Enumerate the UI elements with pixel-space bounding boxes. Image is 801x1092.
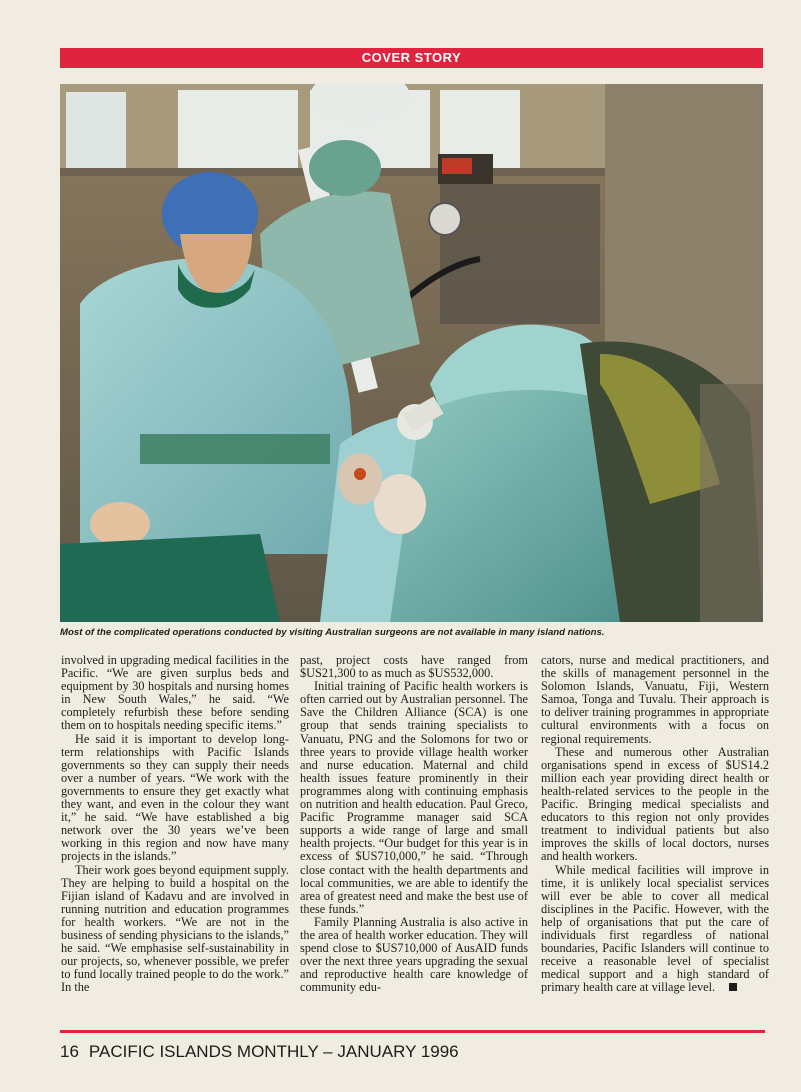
surgery-photo-illustration	[60, 84, 763, 622]
page-number: 16	[60, 1042, 79, 1061]
paragraph: Family Planning Australia is also active in the area of health worker education. They will spend close to $US710,000 of AusAID funds over the next three years upgrading the sexual and reproductive health care knowledge of community edu-	[300, 914, 528, 995]
paragraph-text: While medical facilities will improve in time, it is unlikely local specialist services will ever be able to cover all medical disciplines in the Pacific. However, with the help of organisations that put the care of individuals first regardless of national boundaries, Pacific Islanders will continue to receive a reasonable level of specialist medical support and a high standard of primary health care at village level.	[541, 862, 769, 995]
end-of-article-mark	[729, 983, 737, 991]
article-column-1	[61, 654, 289, 994]
publication-name: PACIFIC ISLANDS MONTHLY – JANUARY 1996	[88, 1042, 459, 1061]
cover-photo-operating-room	[60, 84, 763, 622]
paragraph: These and numerous other Australian organisations spend in excess of $US14.2 million each year providing direct health or health-related services to the people in the Pacific. Bringing medical specialists and educators to this region not only provides treatment to individual patients but also improves the skills of local doctors, nurses and health workers.	[541, 744, 769, 864]
page-footer	[60, 1042, 459, 1062]
paragraph: He said it is important to develop long-term relationships with Pacific Islands governments so they can supply their needs over a number of years. “We work with the governments to ensure they get exactly what they want, and even in the colour they want it,” he said. “We have established a big network over the 30 years we’ve been working in this region and now have many projects in the islands.”	[61, 731, 289, 864]
paragraph: Their work goes beyond equipment supply. They are helping to build a hospital on the Fijian island of Kadavu and are involved in running nutrition and education programmes for health workers. “We are not in the business of sending physicians to the islands,” he said. “We emphasise self-sustainability in our projects, so, whenever possible, we prefer to fund locally trained people to do the work.” In the	[61, 862, 289, 995]
section-label: COVER STORY	[361, 50, 462, 65]
article-column-2	[300, 654, 528, 994]
photo-caption: Most of the complicated operations conducted by visiting Australian surgeons are not available in many island nations.	[60, 627, 605, 638]
section-header-bar	[60, 48, 763, 68]
article-column-3	[541, 654, 769, 994]
paragraph: involved in upgrading medical facilities in the Pacific. “We are given surplus beds and equipment by 30 hospitals and nursing homes in New South Wales,” he said. “We completely refurbish these before sending them on to hospitals needing specific items.”	[61, 653, 289, 733]
paragraph	[541, 864, 769, 995]
paragraph: cators, nurse and medical practitioners, and the skills of management personnel in the Solomon Islands, Vanuatu, Fiji, Western Samoa, Tonga and Tuvalu. Their approach is to deliver training programmes in appropriate cultural environments with a focus on regional requirements.	[541, 653, 769, 746]
paragraph: Initial training of Pacific health workers is often carried out by Australian personnel. The Save the Children Alliance (SCA) is one group that sends training specialists to Vanuatu, PNG and the Solomons for two or three years to provide village health worker and nurse education. Maternal and child health issues feature prominently in their programmes along with continuing emphasis on nutrition and health education. Paul Greco, Pacific Programme manager said SCA supports a wide range of large and small health projects. “Our budget for this year is in excess of $US710,000,” he said. “Through close contact with the health departments and local communities, we are able to identify the area of greatest need and make the best use of these funds.”	[300, 679, 528, 916]
footer-rule	[60, 1030, 765, 1033]
paragraph: past, project costs have ranged from $US21,300 to as much as $US532,000.	[300, 653, 528, 681]
